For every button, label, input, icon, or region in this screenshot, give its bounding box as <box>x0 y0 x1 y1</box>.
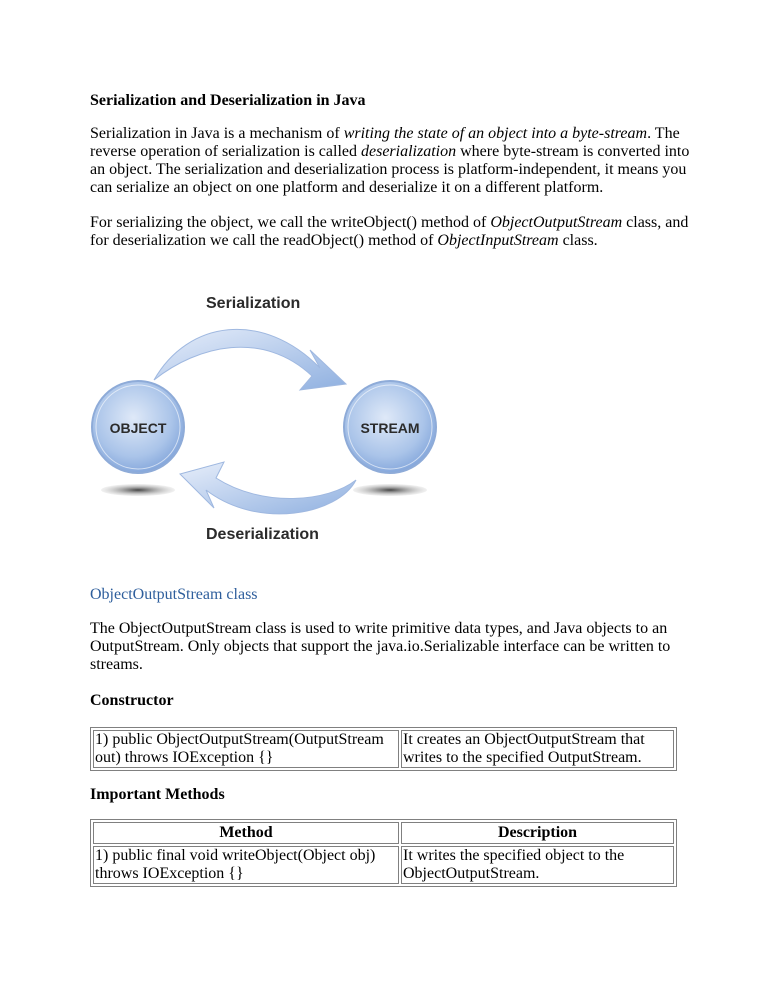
important-methods-heading: Important Methods <box>90 786 225 803</box>
objectoutputstream-description: The ObjectOutputStream class is used to write primitive data types, and Java objects to an OutputStream. Only objects that support the java.io.Serializable interface can be written to streams. <box>90 620 671 673</box>
object-shadow-icon <box>101 484 175 496</box>
table-row <box>93 730 674 768</box>
constructor-table <box>90 727 677 771</box>
method-column-header: Method <box>93 822 399 844</box>
constructor-description-cell: It creates an ObjectOutputStream that writes to the specified OutputStream. <box>401 730 674 768</box>
text-run: class. <box>558 232 598 249</box>
serialization-diagram <box>88 290 440 554</box>
deserialization-arrow-icon <box>180 462 356 514</box>
description-column-header: Description <box>401 822 674 844</box>
deserialization-label: Deserialization <box>206 526 319 543</box>
object-node-label: OBJECT <box>109 420 167 436</box>
table-header-row <box>93 822 674 844</box>
text-run: class, and for deserialization we call the readObject() method of <box>90 214 689 249</box>
intro-paragraph-2 <box>90 214 690 250</box>
text-run: Serialization in Java is a mechanism of <box>90 125 344 142</box>
serialization-label: Serialization <box>206 295 301 312</box>
text-run: . The reverse operation of serialization is called <box>90 125 680 160</box>
text-run: For serializing the object, we call the writeObject() method of <box>90 214 491 231</box>
method-signature-cell: 1) public final void writeObject(Object obj) throws IOException {} <box>93 846 399 884</box>
emphasis-text: writing the state of an object into a byte-stream <box>343 125 648 142</box>
method-description-cell: It writes the specified object to the ObjectOutputStream. <box>401 846 674 884</box>
emphasis-text: deserialization <box>361 143 457 160</box>
constructor-signature-cell: 1) public ObjectOutputStream(OutputStream out) throws IOException {} <box>93 730 399 768</box>
emphasis-text: ObjectInputStream <box>437 232 559 249</box>
objectoutputstream-class-link[interactable]: ObjectOutputStream class <box>90 586 258 603</box>
page-title: Serialization and Deserialization in Java <box>90 92 366 109</box>
stream-shadow-icon <box>353 484 427 496</box>
intro-paragraph-1 <box>90 125 690 197</box>
constructor-heading: Constructor <box>90 692 174 709</box>
table-row <box>93 846 674 884</box>
methods-table <box>90 819 677 887</box>
stream-node-label: STREAM <box>360 420 420 436</box>
serialization-arrow-icon <box>154 329 346 390</box>
emphasis-text: ObjectOutputStream <box>490 214 623 231</box>
text-run: where byte-stream is converted into an object. The serialization and deserialization process is platform-independent, it means you can serialize an object on one platform and deserialize it on a different platform. <box>90 143 690 196</box>
